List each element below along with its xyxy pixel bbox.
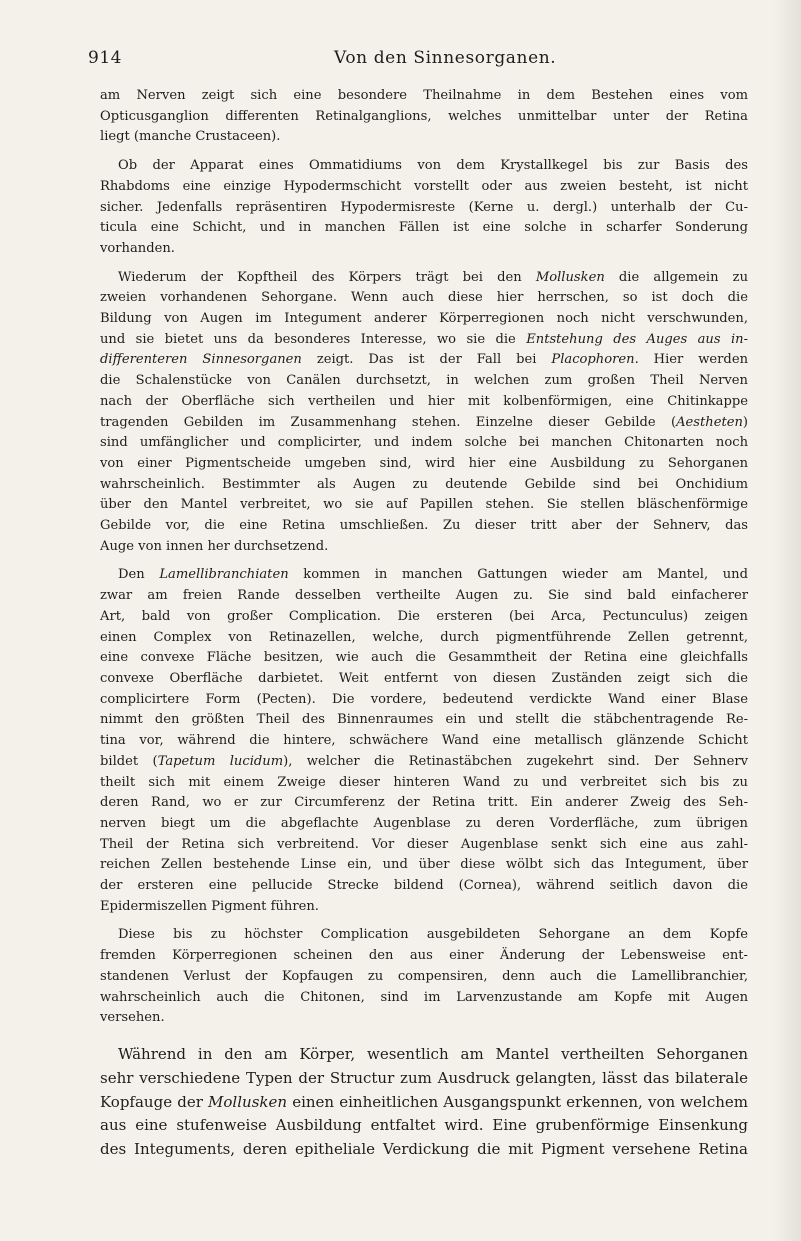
text-line: Diese bis zu höchster Complication ausgebildeten Sehorgane an dem Kopfe [118, 927, 748, 943]
text-line: der ersteren eine pellucide Strecke bildend (Cornea), während seitlich davon die [100, 878, 748, 894]
paragraph [100, 268, 748, 558]
text-line: Gebilde vor, die eine Retina umschließen. Zu dieser tritt aber der Sehnerv, das [100, 518, 748, 534]
text-line: sicher. Jedenfalls repräsentiren Hypodermisreste (Kerne u. dergl.) unterhalb der Cu- [100, 199, 748, 215]
paragraph [100, 925, 748, 1029]
text-line: nimmt den größten Theil des Binnenraumes ein und stellt die stäbchentragende Re- [100, 712, 748, 728]
text-line: zweien vorhandenen Sehorgane. Wenn auch diese hier herrschen, so ist doch die [100, 290, 748, 306]
text-line: am Nerven zeigt sich eine besondere Theilnahme in dem Bestehen eines vom [100, 88, 748, 103]
text-line: nerven biegt um die abgeflachte Augenblase zu deren Vorderfläche, zum übrigen [100, 815, 748, 831]
text-line: tina vor, während die hintere, schwächere Wand eine metallisch glänzende Schicht [100, 733, 748, 749]
text-line: ticula eine Schicht, und in manchen Fällen ist eine solche in scharfer Sonderung [100, 220, 748, 236]
text-line: Während in den am Körper, wesentlich am Mantel vertheilten Sehorganen [118, 1044, 748, 1063]
text-line: wahrscheinlich auch die Chitonen, sind im Larvenzustande am Kopfe mit Augen [100, 989, 748, 1005]
text-line: reichen Zellen bestehende Linse ein, und über diese wölbt sich das Integument, über [100, 857, 748, 873]
text-line: complicirtere Form (Pecten). Die vordere, bedeutend verdickte Wand einer Blase [100, 691, 748, 707]
text-line: versehen. [100, 1010, 165, 1026]
paragraph [100, 1043, 748, 1162]
text-line: Kopfauge der Mollusken einen einheitlichen Ausgangspunkt erkennen, von welchem [100, 1092, 748, 1111]
text-line: differenteren Sinnesorganen zeigt. Das ist der Fall bei Placophoren. Hier werden [100, 352, 748, 368]
text-line: vorhanden. [100, 240, 175, 256]
text-line: deren Rand, wo er zur Circumferenz der Retina tritt. Ein anderer Zweig des Seh- [100, 795, 748, 811]
text-line: liegt (manche Crustaceen). [100, 129, 281, 145]
text-line: tragenden Gebilden im Zusammenhang stehen. Einzelne dieser Gebilde (Aestheten) [100, 414, 748, 430]
paragraph-gap [100, 557, 748, 565]
text-line: nach der Oberfläche sich vertheilen und hier mit kolbenförmigen, eine Chitinkappe [100, 393, 748, 409]
text-line: von einer Pigmentscheide umgeben sind, wird hier eine Ausbildung zu Sehorganen [100, 455, 748, 471]
section-gap [100, 1029, 748, 1043]
text-line: Bildung von Augen im Integument anderer Körperregionen noch nicht verschwunden, [100, 311, 748, 327]
text-line: Wiederum der Kopftheil des Körpers trägt bei den Mollusken die allgemein zu [118, 269, 748, 285]
page-header [0, 48, 801, 74]
paragraph [100, 86, 748, 148]
paragraph-gap [100, 148, 748, 156]
text-line: Den Lamellibranchiaten kommen in manchen Gattungen wieder am Mantel, und [118, 567, 748, 583]
text-line: convexe Oberfläche darbietet. Weit entfernt von diesen Zuständen zeigt sich die [100, 670, 748, 686]
text-line: einen Complex von Retinazellen, welche, durch pigmentführende Zellen getrennt, [100, 629, 748, 645]
text-line: bildet (Tapetum lucidum), welcher die Retinastäbchen zugekehrt sind. Der Sehnerv [100, 753, 748, 769]
paragraph [100, 565, 748, 917]
text-line: fremden Körperregionen scheinen den aus einer Änderung der Lebensweise ent- [100, 948, 748, 964]
paragraph [100, 156, 748, 260]
text-line: und sie bietet uns da besonderes Interesse, wo sie die Entstehung des Auges aus in- [100, 331, 749, 347]
text-line: über den Mantel verbreitet, wo sie auf Papillen stehen. Sie stellen bläschenförmige [100, 497, 748, 513]
page-number: 914 [88, 48, 122, 68]
paragraph-gap [100, 260, 748, 268]
text-line: Epidermiszellen Pigment führen. [100, 898, 319, 914]
text-line: sind umfänglicher und complicirter, und indem solche bei manchen Chitonarten noch [100, 435, 748, 451]
running-head: Von den Sinnesorganen. [334, 48, 557, 68]
text-line: die Schalenstücke von Canälen durchsetzt, in welchen zum großen Theil Nerven [100, 373, 748, 389]
text-line: sehr verschiedene Typen der Structur zum Ausdruck gelangten, lässt das bilaterale [100, 1068, 748, 1087]
text-line: aus eine stufenweise Ausbildung entfaltet wird. Eine grubenförmige Einsenkung [100, 1116, 748, 1135]
text-line: zwar am freien Rande desselben vertheilte Augen zu. Sie sind bald einfacherer [100, 588, 748, 604]
text-line: eine convexe Fläche besitzen, wie auch die Gesammtheit der Retina eine gleichfalls [100, 650, 748, 666]
body-text [100, 86, 748, 1162]
text-line: Opticusganglion differenten Retinalganglions, welches unmittelbar unter der Retina [100, 108, 748, 124]
text-line: des Integuments, deren epitheliale Verdickung die mit Pigment versehene Retina [100, 1140, 748, 1159]
text-line: standenen Verlust der Kopfaugen zu compensiren, denn auch die Lamellibranchier, [100, 968, 748, 984]
text-line: Ob der Apparat eines Ommatidiums von dem Krystallkegel bis zur Basis des [118, 158, 748, 174]
text-line: theilt sich mit einem Zweige dieser hinteren Wand zu und verbreitet sich bis zu [100, 774, 748, 790]
text-line: Theil der Retina sich verbreitend. Vor dieser Augenblase senkt sich eine aus zahl- [100, 836, 748, 852]
text-line: wahrscheinlich. Bestimmter als Augen zu deutende Gebilde sind bei Onchidium [100, 476, 748, 492]
text-line: Art, bald von großer Complication. Die ersteren (bei Arca, Pectunculus) zeigen [100, 608, 748, 624]
text-line: Auge von innen her durchsetzend. [100, 538, 329, 554]
paragraph-gap [100, 917, 748, 925]
text-line: Rhabdoms eine einzige Hypodermschicht vorstellt oder aus zweien besteht, ist nicht [100, 178, 748, 194]
